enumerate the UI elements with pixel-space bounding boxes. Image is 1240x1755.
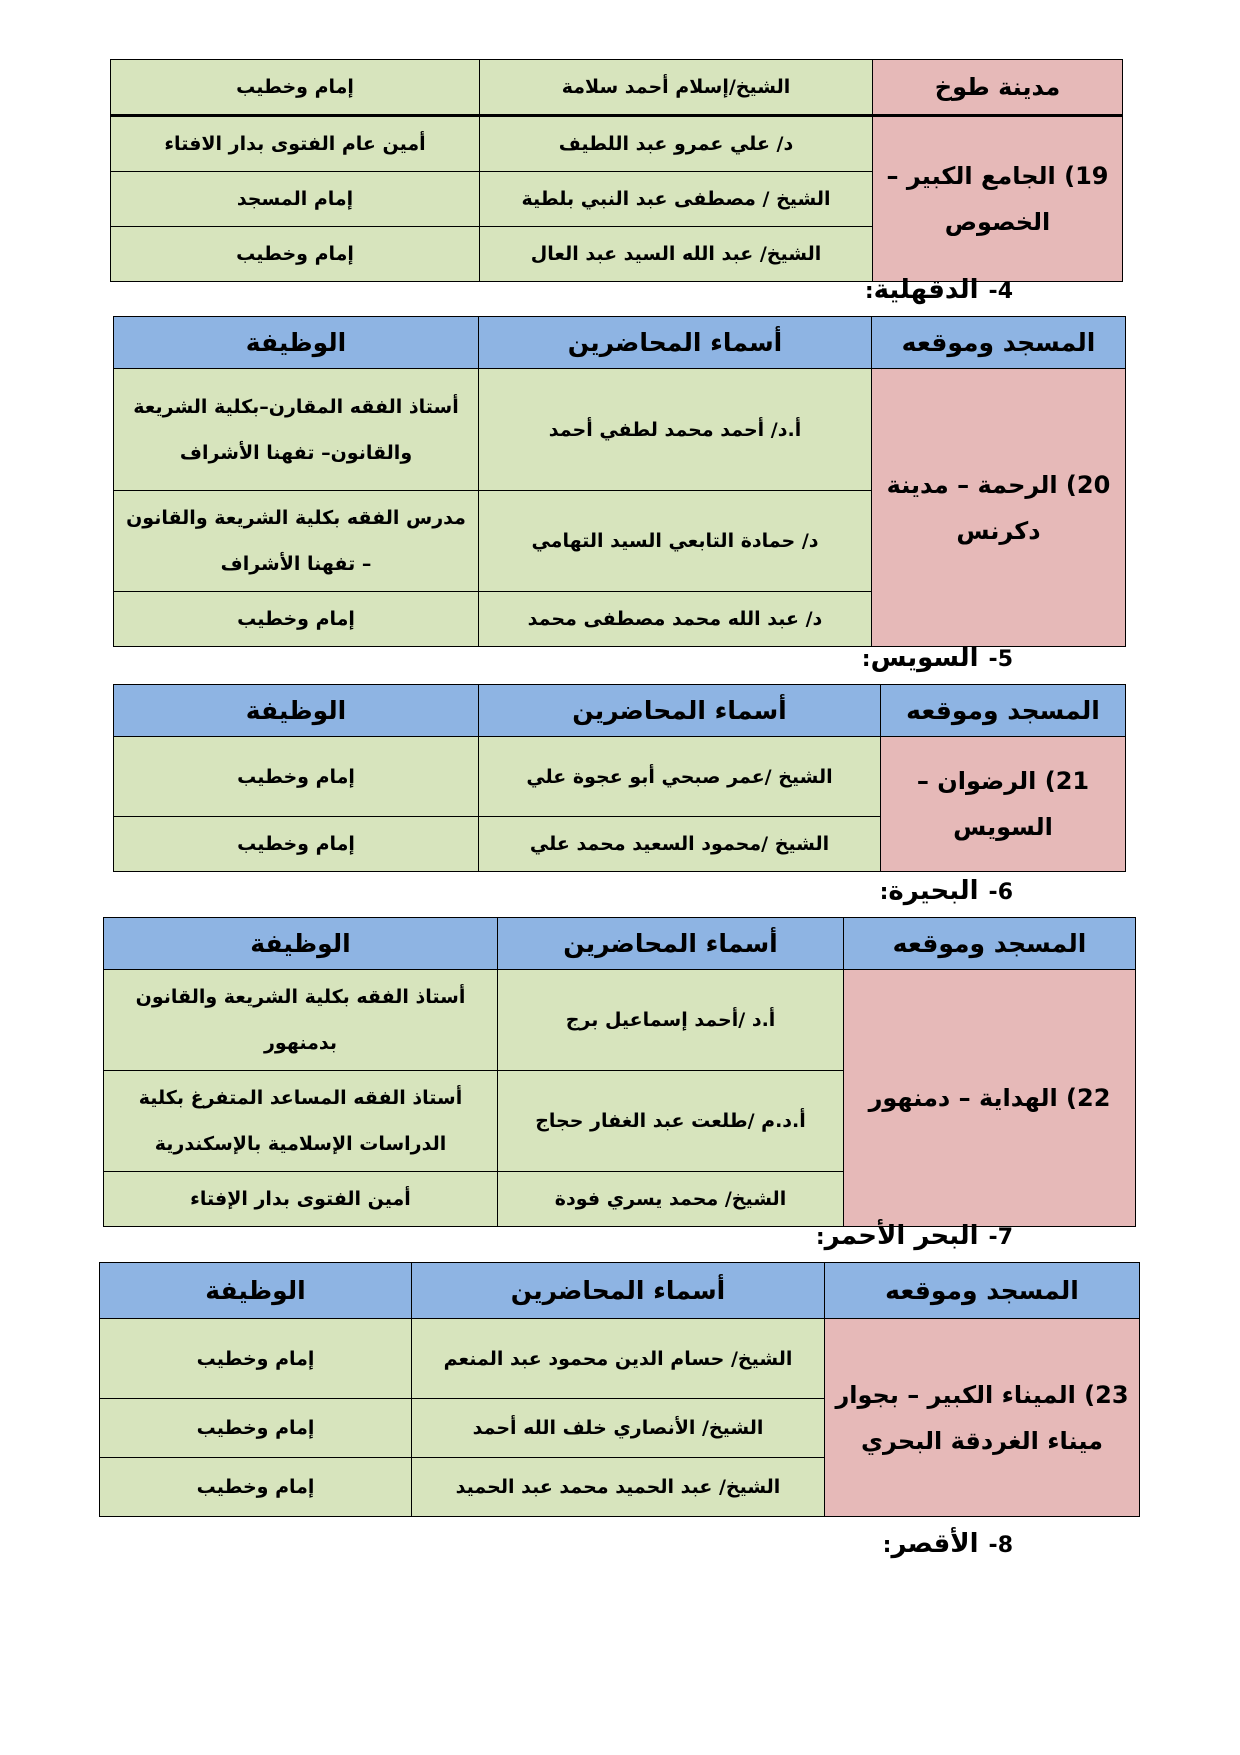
- location-cell: 19) الجامع الكبير – الخصوص: [873, 116, 1123, 282]
- header-job: الوظيفة: [114, 317, 479, 369]
- section-title-beheira: 6-البحيرة:: [879, 876, 1013, 906]
- section-title-luxor: 8-الأقصر:: [882, 1529, 1013, 1559]
- header-mosque: المسجد وموقعه: [825, 1263, 1140, 1319]
- lecturer-job: إمام وخطيب: [100, 1458, 412, 1517]
- table-suez: [113, 684, 1126, 872]
- lecturer-name: أ.د/ أحمد محمد لطفي أحمد: [479, 369, 872, 491]
- header-names: أسماء المحاضرين: [498, 918, 844, 970]
- lecturer-job: أستاذ الفقه المقارن–بكلية الشريعة والقانون– تفهنا الأشراف: [114, 369, 479, 491]
- header-job: الوظيفة: [104, 918, 498, 970]
- lecturer-job: إمام المسجد: [111, 172, 480, 227]
- lecturer-name: الشيخ/ محمد يسري فودة: [498, 1172, 844, 1227]
- lecturer-job: أستاذ الفقه بكلية الشريعة والقانون بدمنهور: [104, 970, 498, 1071]
- location-cell: 23) الميناء الكبير – بجوار ميناء الغردقة البحري: [825, 1319, 1140, 1517]
- section-title-dakahlia: 4-الدقهلية:: [864, 275, 1013, 305]
- lecturer-name: أ.د.م /طلعت عبد الغفار حجاج: [498, 1071, 844, 1172]
- table-dakahlia: [113, 316, 1126, 647]
- header-mosque: المسجد وموقعه: [844, 918, 1136, 970]
- header-job: الوظيفة: [100, 1263, 412, 1319]
- table-red-sea: [99, 1262, 1140, 1517]
- section-title-red-sea: 7-البحر الأحمر:: [815, 1221, 1013, 1251]
- section-title-suez: 5-السويس:: [861, 643, 1013, 673]
- lecturer-name: الشيخ / مصطفى عبد النبي بلطية: [480, 172, 873, 227]
- lecturer-name: د/ علي عمرو عبد اللطيف: [480, 116, 873, 172]
- lecturer-name: الشيخ/ عبد الله السيد عبد العال: [480, 227, 873, 282]
- lecturer-job: إمام وخطيب: [111, 60, 480, 116]
- lecturer-name: أ.د /أحمد إسماعيل برج: [498, 970, 844, 1071]
- header-job: الوظيفة: [114, 685, 479, 737]
- lecturer-job: أمين الفتوى بدار الإفتاء: [104, 1172, 498, 1227]
- lecturer-job: أمين عام الفتوى بدار الافتاء: [111, 116, 480, 172]
- lecturer-name: الشيخ/ الأنصاري خلف الله أحمد: [412, 1399, 825, 1458]
- lecturer-name: الشيخ/ عبد الحميد محمد عبد الحميد: [412, 1458, 825, 1517]
- lecturer-job: إمام وخطيب: [111, 227, 480, 282]
- lecturer-job: مدرس الفقه بكلية الشريعة والقانون – تفهنا الأشراف: [114, 491, 479, 592]
- location-cell: 20) الرحمة – مدينة دكرنس: [872, 369, 1126, 647]
- header-names: أسماء المحاضرين: [479, 685, 881, 737]
- lecturer-job: إمام وخطيب: [114, 817, 479, 872]
- lecturer-job: إمام وخطيب: [100, 1399, 412, 1458]
- location-cell: 21) الرضوان – السويس: [881, 737, 1126, 872]
- lecturer-name: الشيخ/إسلام أحمد سلامة: [480, 60, 873, 116]
- header-mosque: المسجد وموقعه: [872, 317, 1126, 369]
- lecturer-job: إمام وخطيب: [114, 592, 479, 647]
- table-tukh-khusus: [110, 59, 1123, 282]
- lecturer-name: د/ حمادة التابعي السيد التهامي: [479, 491, 872, 592]
- lecturer-name: الشيخ /محمود السعيد محمد علي: [479, 817, 881, 872]
- lecturer-name: د/ عبد الله محمد مصطفى محمد: [479, 592, 872, 647]
- lecturer-name: الشيخ /عمر صبحي أبو عجوة علي: [479, 737, 881, 817]
- lecturer-name: الشيخ/ حسام الدين محمود عبد المنعم: [412, 1319, 825, 1399]
- header-names: أسماء المحاضرين: [479, 317, 872, 369]
- table-beheira: [103, 917, 1136, 1227]
- lecturer-job: إمام وخطيب: [100, 1319, 412, 1399]
- lecturer-job: أستاذ الفقه المساعد المتفرغ بكلية الدراسات الإسلامية بالإسكندرية: [104, 1071, 498, 1172]
- lecturer-job: إمام وخطيب: [114, 737, 479, 817]
- location-cell: مدينة طوخ: [873, 60, 1123, 116]
- header-mosque: المسجد وموقعه: [881, 685, 1126, 737]
- location-cell: 22) الهداية – دمنهور: [844, 970, 1136, 1227]
- header-names: أسماء المحاضرين: [412, 1263, 825, 1319]
